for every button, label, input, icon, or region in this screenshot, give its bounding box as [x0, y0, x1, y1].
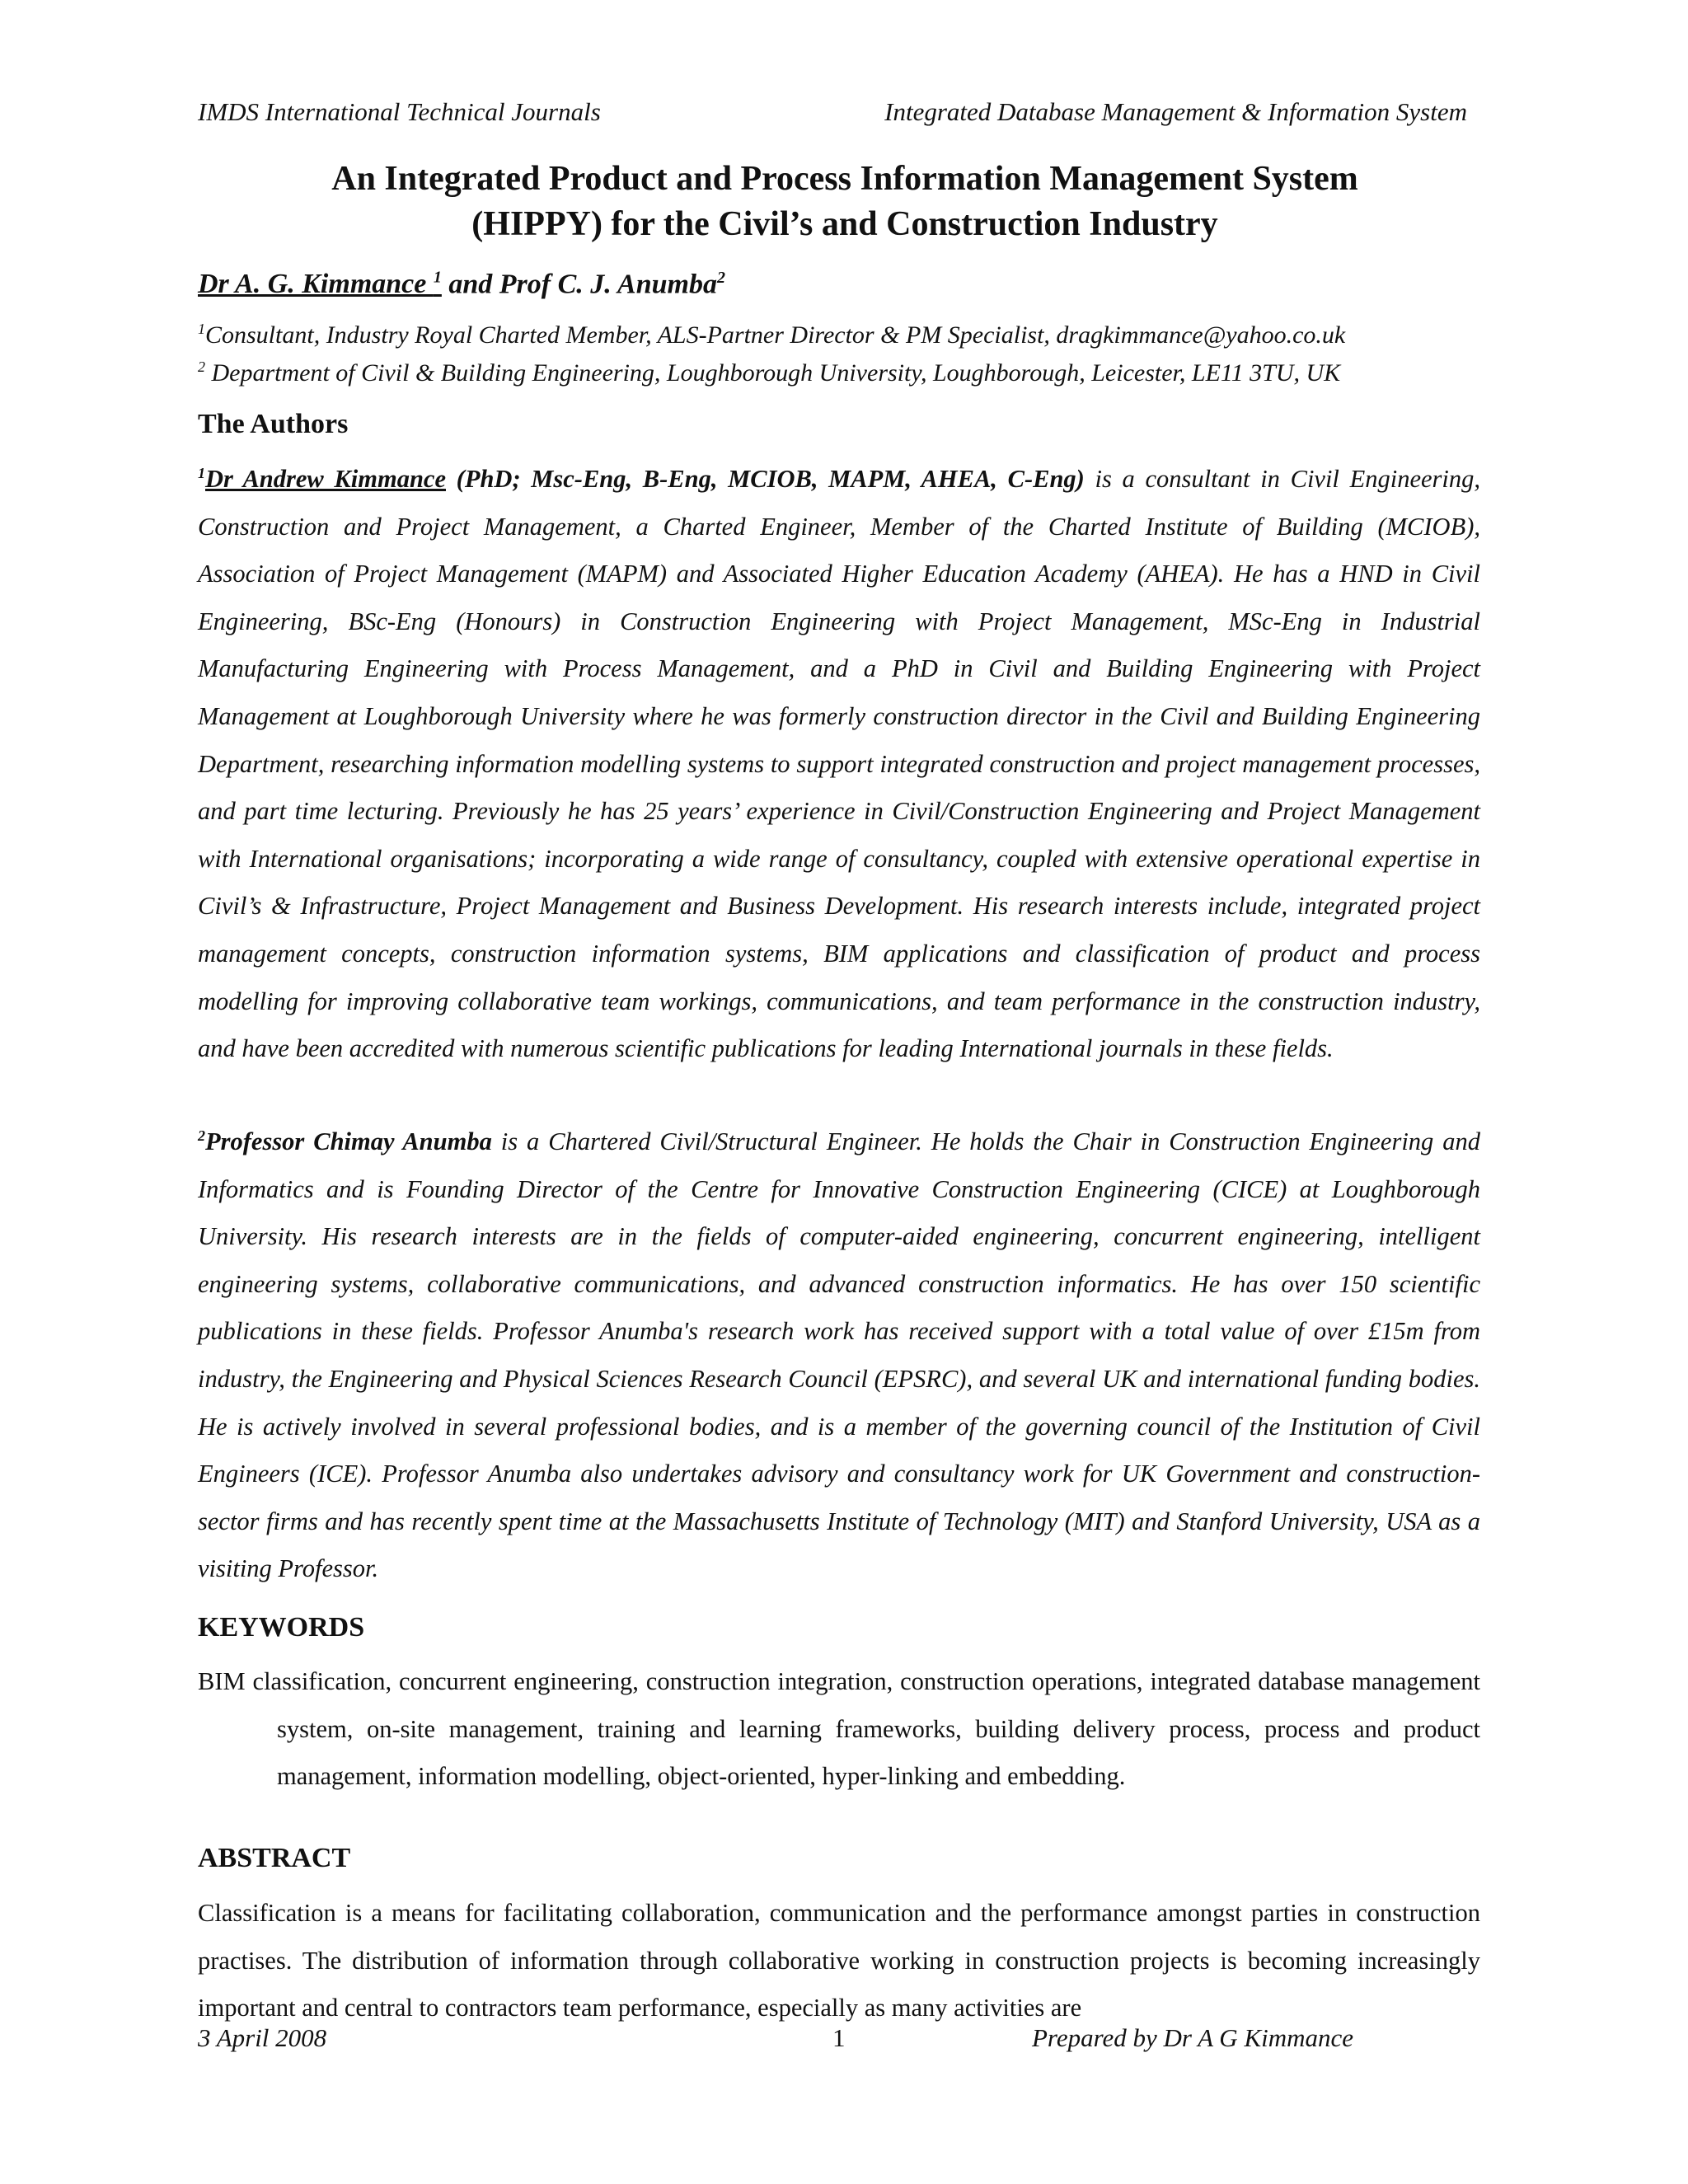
running-footer [198, 2023, 1467, 2060]
bio-2-sup: 2 [198, 1127, 205, 1144]
paper-title [198, 157, 1492, 247]
keywords-text: BIM classification, concurrent engineering, construction integration, construction operations, integrated database management system, on-site management, training and learning frameworks, building delivery process, process and product management, information modelling, object-oriented, hyper-linking and embedding. [198, 1667, 1480, 1791]
bio-1-text: is a consultant in Civil Engineering, Construction and Project Management, a Charted Engineer, Member of the Charted Institute of Building (MCIOB), Association of Project Management (MAPM) and Associated Higher Education Academy (AHEA). He has a HND in Civil Engineering, BSc-Eng (Honours) in Construction Engineering with Project Management, MSc-Eng in Industrial Manufacturing Engineering with Process Management, and a PhD in Civil and Building Engineering with Project Management at Loughborough University where he was formerly construction director in the Civil and Building Engineering Department, researching information modelling systems to support integrated construction and project management processes, and part time lecturing. Previously he has 25 years’ experience in Civil/Construction Engineering and Project Management with International organisations; incorporating a wide range of consultancy, coupled with extensive operational expertise in Civil’s & Infrastructure, Project Management and Business Development. His research interests include, integrated project management concepts, construction information systems, BIM applications and classification of product and process modelling for improving collaborative team workings, communications, and team performance in the construction industry, and have been accredited with numerous scientific publications for leading International journals in these fields. [198, 465, 1480, 1063]
author-1-sup: 1 [433, 269, 442, 287]
affiliation-2 [198, 351, 1492, 389]
affiliation-2-sup: 2 [198, 359, 205, 375]
bio-2-name [198, 1127, 492, 1155]
author-1 [198, 269, 442, 299]
header-topic: Integrated Database Management & Information System [884, 97, 1467, 126]
bio-2-name-text: Professor Chimay Anumba [205, 1127, 492, 1155]
page-number: 1 [832, 2023, 846, 2052]
author-1-name: Dr A. G. Kimmance [198, 269, 434, 300]
bio-1-name [198, 465, 1085, 493]
affiliation-2-text: Department of Civil & Building Engineering, Loughborough University, Loughborough, Leicester, LE11 3TU, UK [205, 359, 1341, 387]
title-line-2: (HIPPY) for the Civil’s and Construction Industry [471, 205, 1218, 243]
authors-heading: The Authors [198, 409, 349, 439]
affiliations [198, 313, 1492, 389]
author-2-bio [198, 1118, 1480, 1593]
footer-prepared-by: Prepared by Dr A G Kimmance [1032, 2023, 1354, 2052]
bio-2-text: is a Chartered Civil/Structural Engineer. He holds the Chair in Construction Engineering and Informatics and is Founding Director of the Centre for Innovative Construction Engineering (CICE) at Loughborough University. His research interests are in the fields of computer-aided engineering, concurrent engineering, intelligent engineering systems, collaborative communications, and advanced construction informatics. He has over 150 scientific publications in these fields. Professor Anumba's research work has received support with a total value of over £15m from industry, the Engineering and Physical Sciences Research Council (EPSRC), and several UK and international funding bodies. He is actively involved in several professional bodies, and is a member of the governing council of the Institution of Civil Engineers (ICE). Professor Anumba also undertakes advisory and consultancy work for UK Government and construction-sector firms and has recently spent time at the Massachusetts Institute of Technology (MIT) and Stanford University, USA as a visiting Professor. [198, 1127, 1480, 1583]
journal-name: IMDS International Technical Journals [198, 97, 601, 126]
author-line [198, 260, 1492, 302]
bio-1-sup: 1 [198, 464, 205, 481]
abstract-text: Classification is a means for facilitating collaboration, communication and the performance amongst parties in construction practises. The distribution of information through collaborative working in construction projects is becoming increasingly important and central to contractors team performance, especially as many activities are [198, 1899, 1480, 2022]
bio-1-quals: (PhD; Msc-Eng, B-Eng, MCIOB, MAPM, AHEA, C-Eng) [445, 465, 1085, 493]
affiliation-1-sup: 1 [198, 321, 205, 337]
footer-date: 3 April 2008 [198, 2023, 327, 2052]
affiliation-1-text: Consultant, Industry Royal Charted Member, ALS-Partner Director & PM Specialist, dragkimmance@yahoo.co.uk [205, 321, 1346, 349]
keywords-heading: KEYWORDS [198, 1612, 365, 1643]
title-line-1: An Integrated Product and Process Information Management System [331, 160, 1358, 198]
author-1-bio [198, 456, 1480, 1073]
affiliation-1 [198, 313, 1492, 351]
author-joiner: and Prof C. J. Anumba [441, 269, 717, 300]
bio-1-name-text: Dr Andrew Kimmance [205, 465, 446, 493]
running-header [198, 97, 1467, 134]
author-2-sup: 2 [716, 269, 725, 287]
abstract-heading: ABSTRACT [198, 1843, 351, 1873]
